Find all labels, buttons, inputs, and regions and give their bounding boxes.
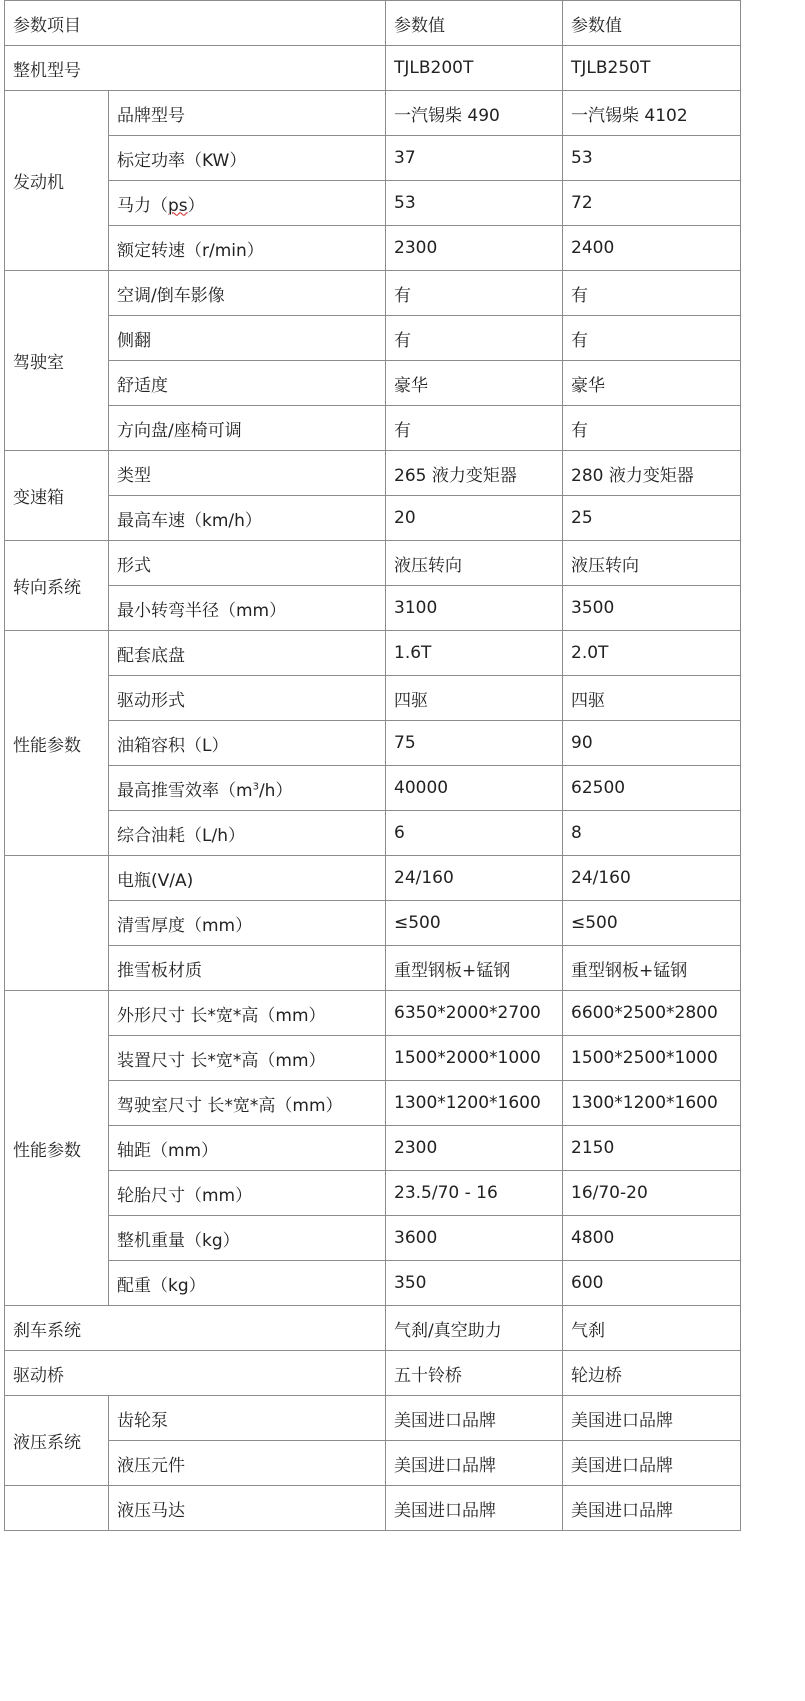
axle-value-1: 五十铃桥 (386, 1351, 563, 1396)
row-value-1: 四驱 (386, 676, 563, 721)
row-value-1: 20 (386, 496, 563, 541)
brake-value-1: 气刹/真空助力 (386, 1306, 563, 1351)
row-label (109, 181, 386, 226)
row-value-2: 液压转向 (563, 541, 741, 586)
table-row (5, 181, 741, 226)
row-value-1: 液压转向 (386, 541, 563, 586)
row-label: 方向盘/座椅可调 (109, 406, 386, 451)
row-label: 舒适度 (109, 361, 386, 406)
row-value-2: 25 (563, 496, 741, 541)
header-row (5, 1, 741, 46)
superscript: 3 (252, 780, 259, 792)
axle-value-2: 轮边桥 (563, 1351, 741, 1396)
row-value-1: 40000 (386, 766, 563, 811)
row-value-1: 23.5/70 - 16 (386, 1171, 563, 1216)
row-label: 驱动形式 (109, 676, 386, 721)
row-label (109, 766, 386, 811)
row-label: 齿轮泵 (109, 1396, 386, 1441)
row-value-1: 1.6T (386, 631, 563, 676)
brake-value-2: 气刹 (563, 1306, 741, 1351)
row-value-1: ≤500 (386, 901, 563, 946)
row-value-1: 美国进口品牌 (386, 1486, 563, 1531)
row-label: 电瓶(V/A) (109, 856, 386, 901)
row-label: 清雪厚度（mm） (109, 901, 386, 946)
row-value-1: 2300 (386, 226, 563, 271)
row-label: 液压元件 (109, 1441, 386, 1486)
row-value-1: 37 (386, 136, 563, 181)
group-label-engine: 发动机 (5, 91, 109, 271)
row-label: 液压马达 (109, 1486, 386, 1531)
row-label: 装置尺寸 长*宽*高（mm） (109, 1036, 386, 1081)
row-value-1: 350 (386, 1261, 563, 1306)
table-row (5, 1396, 741, 1441)
row-value-2: 重型钢板+锰钢 (563, 946, 741, 991)
row-label: 推雪板材质 (109, 946, 386, 991)
table-row (5, 1351, 741, 1396)
table-row (5, 766, 741, 811)
row-value-2: 16/70-20 (563, 1171, 741, 1216)
spec-table (4, 0, 741, 1531)
row-label: 外形尺寸 长*宽*高（mm） (109, 991, 386, 1036)
row-value-1: 1300*1200*1600 (386, 1081, 563, 1126)
row-label: 额定转速（r/min） (109, 226, 386, 271)
group-label-performance: 性能参数 (5, 991, 109, 1306)
table-row (5, 226, 741, 271)
row-value-2: 有 (563, 406, 741, 451)
group-label-hydraulic: 液压系统 (5, 1396, 109, 1486)
label-prefix: 最高推雪效率（m (117, 780, 253, 801)
table-row (5, 541, 741, 586)
row-value-2: 53 (563, 136, 741, 181)
row-label: 最高车速（km/h） (109, 496, 386, 541)
group-label-empty (5, 856, 109, 991)
row-label: 最小转弯半径（mm） (109, 586, 386, 631)
table-row (5, 406, 741, 451)
header-value-2: 参数值 (563, 1, 741, 46)
row-value-1: 265 液力变矩器 (386, 451, 563, 496)
group-label-gearbox: 变速箱 (5, 451, 109, 541)
table-row (5, 586, 741, 631)
row-value-1: 3100 (386, 586, 563, 631)
row-value-2: 四驱 (563, 676, 741, 721)
row-value-2: 一汽锡柴 4102 (563, 91, 741, 136)
row-label: 配套底盘 (109, 631, 386, 676)
table-row (5, 271, 741, 316)
row-value-2: 3500 (563, 586, 741, 631)
row-label: 配重（kg） (109, 1261, 386, 1306)
table-row (5, 676, 741, 721)
row-label: 综合油耗（L/h） (109, 811, 386, 856)
table-row (5, 946, 741, 991)
row-label: 驾驶室尺寸 长*宽*高（mm） (109, 1081, 386, 1126)
row-value-2: 90 (563, 721, 741, 766)
table-row (5, 1126, 741, 1171)
header-item: 参数项目 (5, 1, 386, 46)
row-value-1: 重型钢板+锰钢 (386, 946, 563, 991)
table-row (5, 856, 741, 901)
empty-group-cell (5, 1486, 109, 1531)
spellcheck-marked-text: ps (168, 195, 188, 216)
row-value-2: 2150 (563, 1126, 741, 1171)
row-value-1: 豪华 (386, 361, 563, 406)
row-value-1: 有 (386, 316, 563, 361)
table-row (5, 451, 741, 496)
row-value-2: 1300*1200*1600 (563, 1081, 741, 1126)
table-row (5, 1306, 741, 1351)
table-row (5, 1261, 741, 1306)
table-row (5, 811, 741, 856)
row-value-2: ≤500 (563, 901, 741, 946)
row-value-1: 美国进口品牌 (386, 1441, 563, 1486)
row-value-2: 2400 (563, 226, 741, 271)
row-value-1: 53 (386, 181, 563, 226)
row-value-1: 6350*2000*2700 (386, 991, 563, 1036)
row-value-1: 有 (386, 406, 563, 451)
brake-label: 刹车系统 (5, 1306, 386, 1351)
row-value-2: 1500*2500*1000 (563, 1036, 741, 1081)
table-row (5, 1441, 741, 1486)
table-row (5, 631, 741, 676)
table-row (5, 1171, 741, 1216)
label-suffix: ） (187, 195, 205, 216)
table-row (5, 1036, 741, 1081)
table-row (5, 1486, 741, 1531)
row-label: 整机重量（kg） (109, 1216, 386, 1261)
row-value-1: 3600 (386, 1216, 563, 1261)
row-value-2: 2.0T (563, 631, 741, 676)
row-label: 侧翻 (109, 316, 386, 361)
row-value-2: 72 (563, 181, 741, 226)
row-value-2: 8 (563, 811, 741, 856)
row-label: 标定功率（KW） (109, 136, 386, 181)
table-row (5, 991, 741, 1036)
row-value-2: 豪华 (563, 361, 741, 406)
header-value-1: 参数值 (386, 1, 563, 46)
row-value-2: 24/160 (563, 856, 741, 901)
row-value-1: 75 (386, 721, 563, 766)
row-value-1: 6 (386, 811, 563, 856)
row-label: 品牌型号 (109, 91, 386, 136)
row-value-2: 4800 (563, 1216, 741, 1261)
row-value-1: 1500*2000*1000 (386, 1036, 563, 1081)
table-row (5, 316, 741, 361)
model-label: 整机型号 (5, 46, 386, 91)
group-label-steering: 转向系统 (5, 541, 109, 631)
row-value-2: 美国进口品牌 (563, 1396, 741, 1441)
row-label: 轴距（mm） (109, 1126, 386, 1171)
row-value-1: 美国进口品牌 (386, 1396, 563, 1441)
row-value-2: 600 (563, 1261, 741, 1306)
row-value-1: 24/160 (386, 856, 563, 901)
table-row (5, 496, 741, 541)
model-value-1: TJLB200T (386, 46, 563, 91)
table-row (5, 46, 741, 91)
label-prefix: 马力（ (117, 195, 168, 216)
row-label: 类型 (109, 451, 386, 496)
row-value-1: 有 (386, 271, 563, 316)
row-value-2: 美国进口品牌 (563, 1486, 741, 1531)
row-value-1: 一汽锡柴 490 (386, 91, 563, 136)
row-value-2: 有 (563, 316, 741, 361)
row-value-2: 有 (563, 271, 741, 316)
table-row (5, 901, 741, 946)
table-row (5, 91, 741, 136)
row-value-2: 美国进口品牌 (563, 1441, 741, 1486)
table-row (5, 136, 741, 181)
axle-label: 驱动桥 (5, 1351, 386, 1396)
table-row (5, 721, 741, 766)
row-value-1: 2300 (386, 1126, 563, 1171)
table-row (5, 1216, 741, 1261)
model-value-2: TJLB250T (563, 46, 741, 91)
table-row (5, 1081, 741, 1126)
row-label: 油箱容积（L） (109, 721, 386, 766)
row-value-2: 62500 (563, 766, 741, 811)
label-suffix: /h） (258, 780, 293, 801)
group-label-performance: 性能参数 (5, 631, 109, 856)
row-label: 轮胎尺寸（mm） (109, 1171, 386, 1216)
row-value-2: 6600*2500*2800 (563, 991, 741, 1036)
row-label: 空调/倒车影像 (109, 271, 386, 316)
table-row (5, 361, 741, 406)
row-value-2: 280 液力变矩器 (563, 451, 741, 496)
row-label: 形式 (109, 541, 386, 586)
group-label-cab: 驾驶室 (5, 271, 109, 451)
